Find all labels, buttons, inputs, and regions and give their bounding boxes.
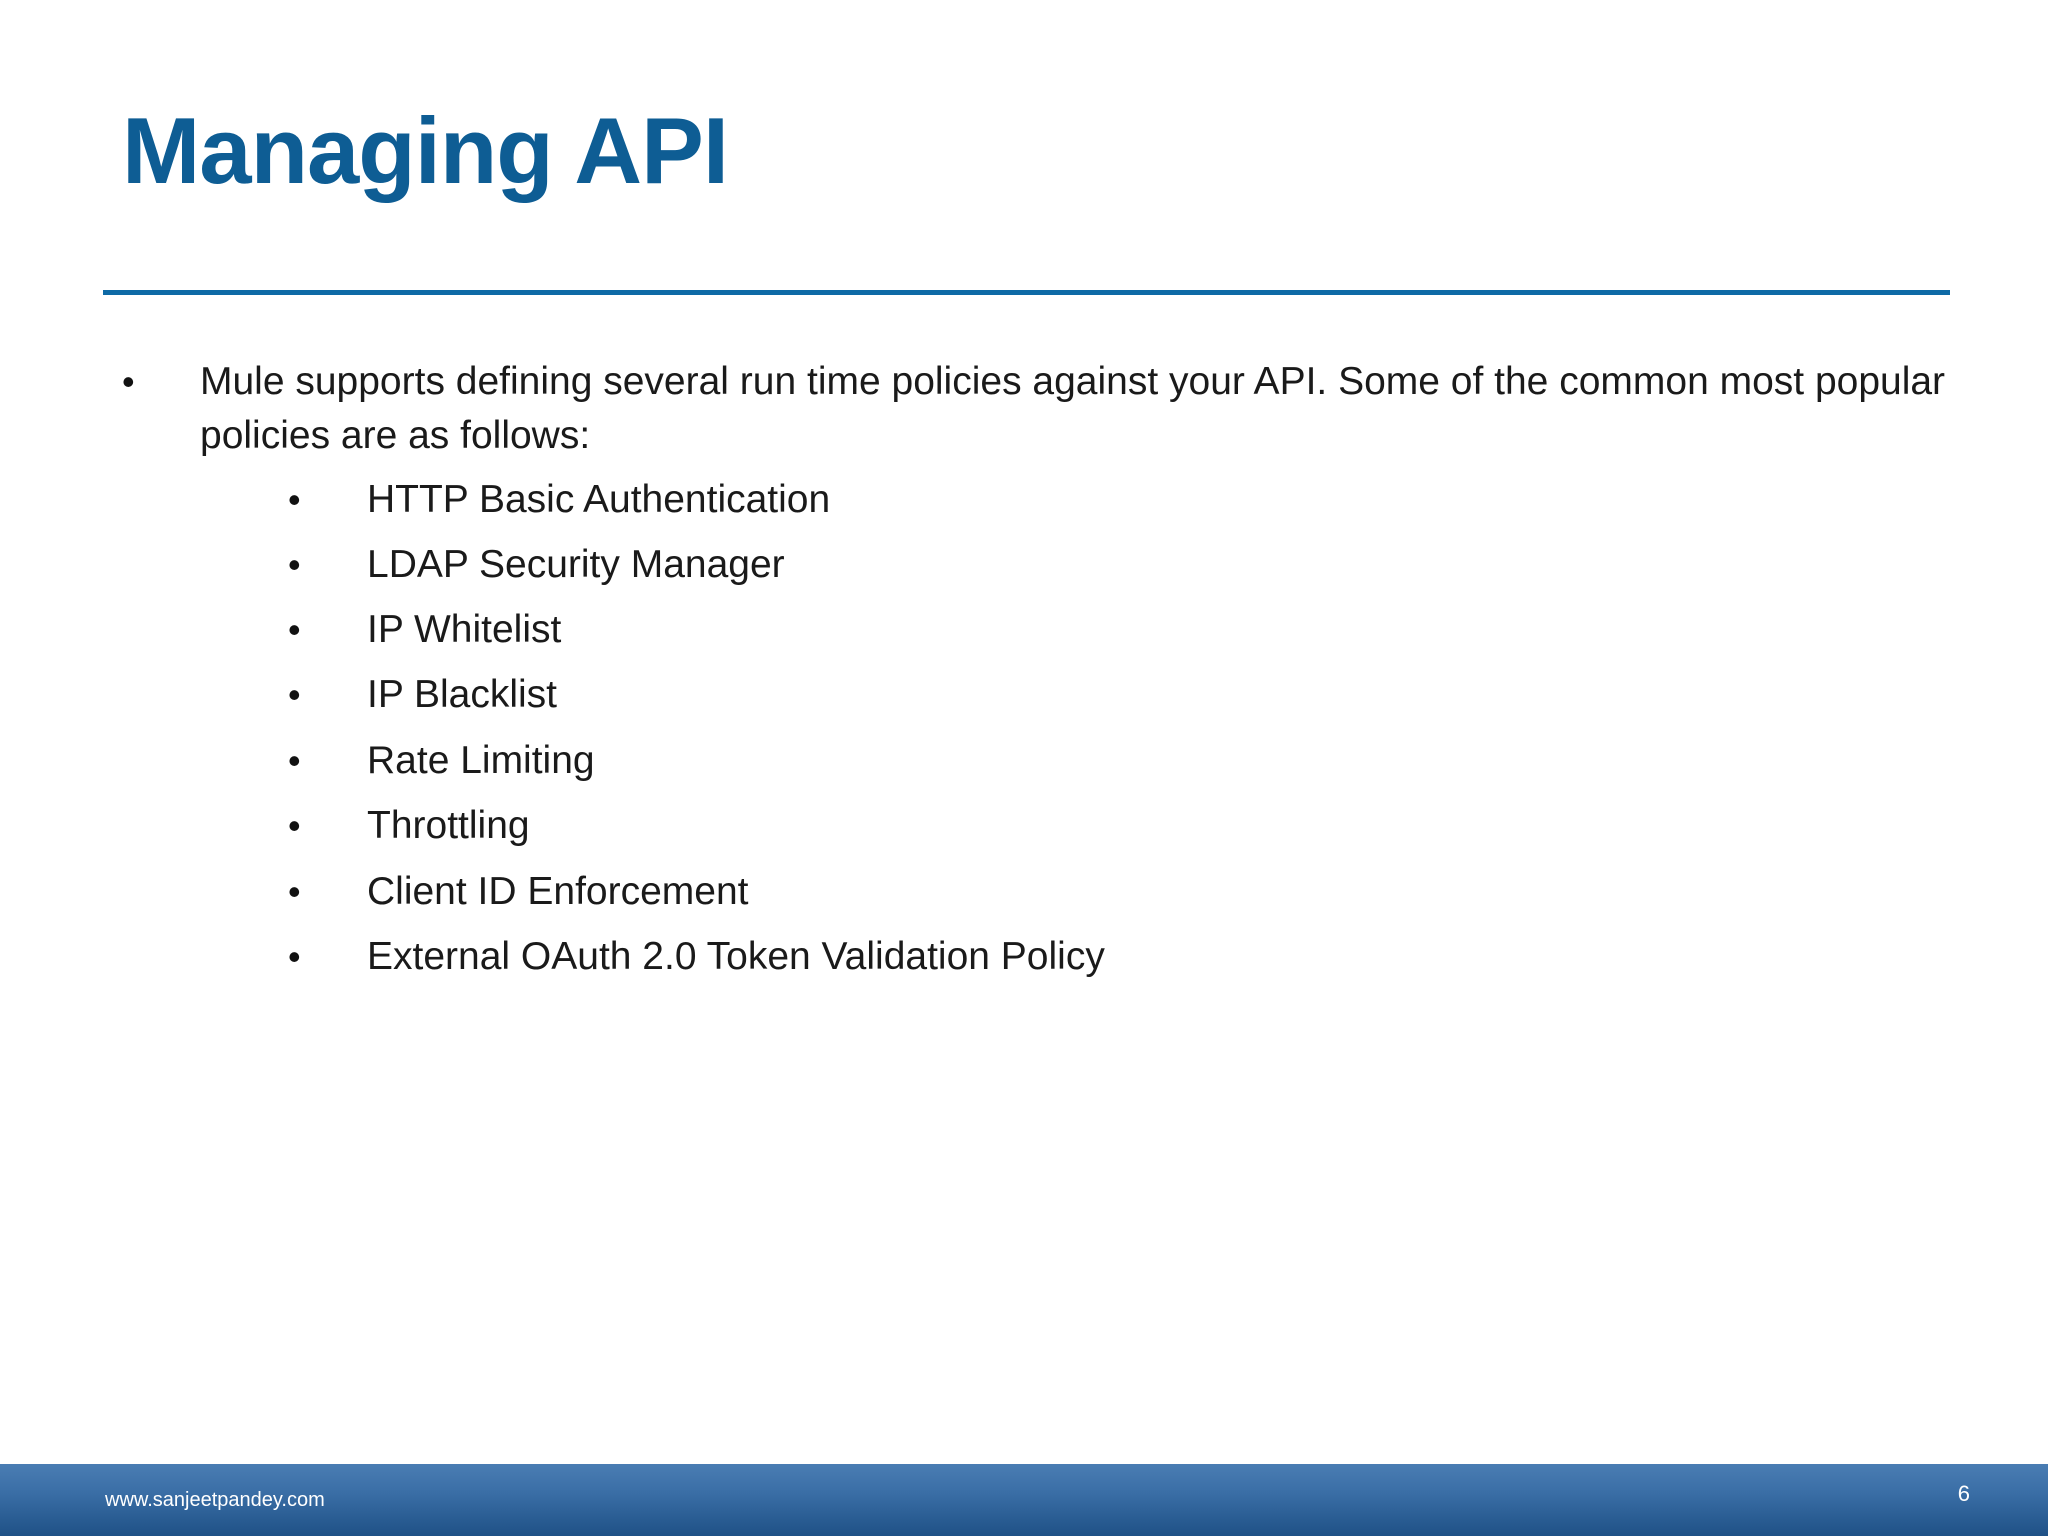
bullet-icon: • (288, 805, 301, 846)
policy-label: Client ID Enforcement (367, 870, 749, 913)
policy-label: HTTP Basic Authentication (367, 478, 831, 521)
bullet-icon: • (288, 740, 301, 781)
policy-label: Throttling (367, 804, 530, 847)
policy-label: External OAuth 2.0 Token Validation Policy (367, 935, 1105, 978)
footer-url: www.sanjeetpandey.com (105, 1489, 325, 1511)
policy-label: Rate Limiting (367, 739, 595, 782)
bullet-icon: • (288, 479, 301, 520)
bullet-icon: • (288, 936, 301, 977)
bullet-icon: • (122, 361, 135, 402)
page-number: 6 (1957, 1481, 1970, 1506)
intro-text: Mule supports defining several run time policies against your API. Some of the common most popular policies are as follows: (200, 360, 1946, 457)
bullet-icon: • (288, 674, 301, 715)
bullet-icon: • (288, 609, 301, 650)
policy-label: LDAP Security Manager (367, 543, 785, 586)
policy-label: IP Blacklist (367, 673, 558, 716)
bullet-icon: • (288, 544, 301, 585)
footer-bar (0, 1464, 2048, 1536)
bullet-icon: • (288, 871, 301, 912)
slide-title: Managing API (122, 98, 728, 203)
policy-label: IP Whitelist (367, 608, 562, 651)
